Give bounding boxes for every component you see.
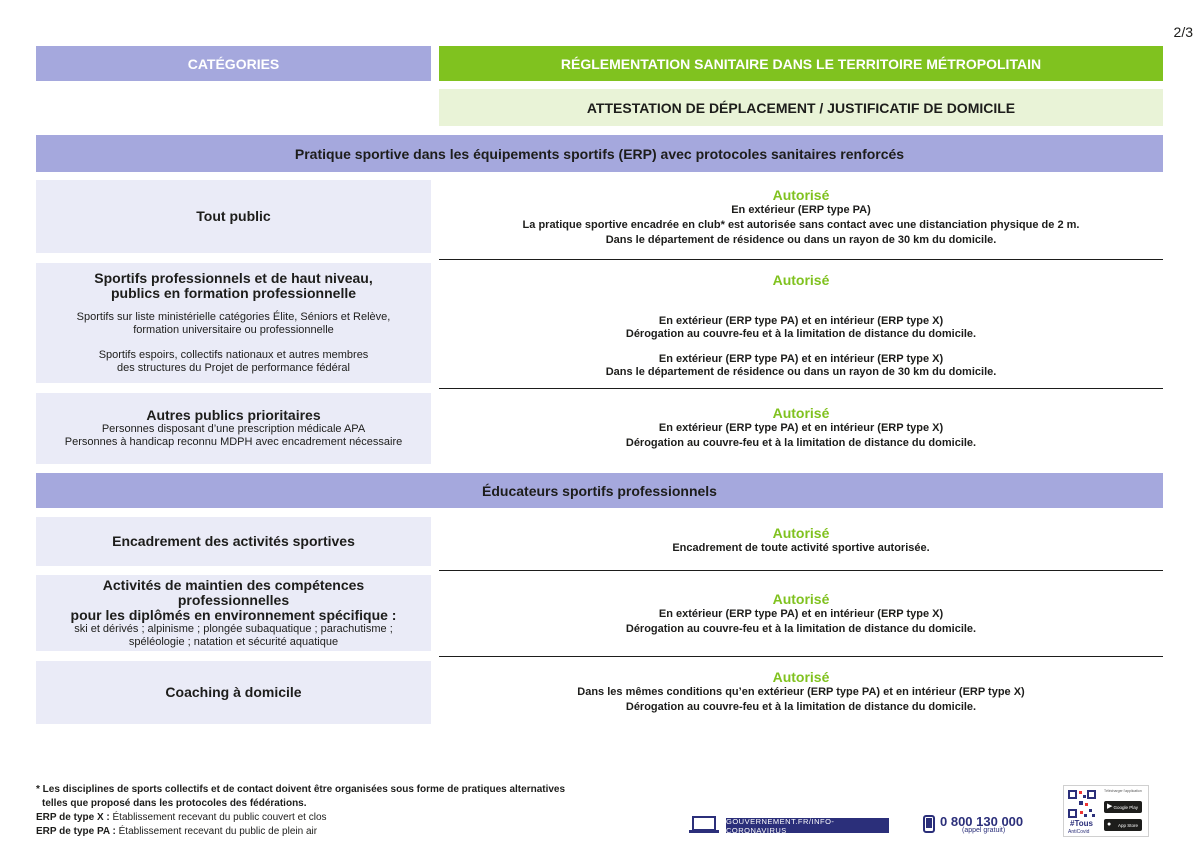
category-subtitle: formation universitaire ou professionnelle bbox=[133, 324, 334, 336]
regulation-line: Dérogation au couvre-feu et à la limitation de distance du domicile. bbox=[625, 701, 977, 713]
section-educateurs: Éducateurs sportifs professionnels bbox=[36, 473, 1163, 508]
footnote-line: * Les disciplines de sports collectifs et de contact doivent être organisées sous forme de pratiques alternatives bbox=[36, 784, 566, 795]
category-autres-publics bbox=[36, 393, 431, 464]
status-authorized: Autorisé bbox=[772, 187, 830, 203]
erp-pa-label: ERP de type PA : bbox=[36, 826, 116, 837]
laptop-icon bbox=[688, 816, 720, 839]
status-authorized: Autorisé bbox=[772, 591, 830, 607]
gov-info-link[interactable]: GOUVERNEMENT.FR/INFO-CORONAVIRUS bbox=[726, 818, 889, 833]
regulation-line: Dans les mêmes conditions qu’en extérieur (ERP type PA) et en intérieur (ERP type X) bbox=[577, 686, 1025, 698]
regulation-line: En extérieur (ERP type PA) et en intérieur (ERP type X) bbox=[658, 422, 944, 434]
regulation-tout-public bbox=[439, 180, 1163, 260]
category-subtitle: ski et dérivés ; alpinisme ; plongée subaquatique ; parachutisme ; bbox=[74, 622, 393, 635]
status-authorized: Autorisé bbox=[772, 405, 830, 421]
erp-x-text: Établissement recevant du public couvert et clos bbox=[109, 812, 327, 823]
google-play-label: Google Play bbox=[1113, 804, 1138, 810]
category-title: Tout public bbox=[196, 208, 271, 224]
category-title: Coaching à domicile bbox=[165, 684, 302, 700]
category-subtitle: Sportifs sur liste ministérielle catégories Élite, Séniors et Relève, bbox=[76, 311, 391, 323]
erp-x-label: ERP de type X : bbox=[36, 812, 110, 823]
app-store-icon: ● bbox=[1107, 821, 1112, 828]
regulation-line: Dérogation au couvre-feu et à la limitation de distance du domicile. bbox=[625, 623, 977, 635]
regulation-autres-publics bbox=[439, 393, 1163, 464]
regulation-line: Dérogation au couvre-feu et à la limitation de distance du domicile. bbox=[625, 328, 977, 340]
regulation-line: La pratique sportive encadrée en club* est autorisée sans contact avec une distanciation physique de 2 m. bbox=[522, 219, 1080, 231]
category-subtitle: spéléologie ; natation et sécurité aquatique bbox=[128, 635, 339, 648]
regulation-line: Dans le département de résidence ou dans un rayon de 30 km du domicile. bbox=[605, 366, 997, 378]
page-number: 2/3 bbox=[1173, 24, 1193, 40]
category-title: Encadrement des activités sportives bbox=[112, 533, 355, 549]
category-subtitle: Sportifs espoirs, collectifs nationaux et autres membres bbox=[98, 349, 369, 361]
tousanticovid-block bbox=[1063, 785, 1149, 837]
regulation-activites-maintien bbox=[439, 575, 1163, 657]
regulation-line: En extérieur (ERP type PA) et en intérieur (ERP type X) bbox=[658, 608, 944, 620]
tac-hashtag: #Tous bbox=[1070, 819, 1093, 828]
category-title: pour les diplômés en environnement spécifique : bbox=[70, 606, 397, 623]
category-subtitle: Personnes disposant d’une prescription médicale APA bbox=[101, 423, 366, 435]
category-tout-public bbox=[36, 180, 431, 253]
section-sports-equipment: Pratique sportive dans les équipements sportifs (ERP) avec protocoles sanitaires renforcés bbox=[36, 135, 1163, 172]
phone-number[interactable]: 0 800 130 000 bbox=[940, 814, 1024, 829]
app-store-button[interactable] bbox=[1104, 819, 1142, 831]
erp-x-definition bbox=[36, 811, 656, 825]
phone-icon bbox=[923, 815, 935, 838]
status-authorized: Autorisé bbox=[772, 525, 830, 541]
regulation-line: En extérieur (ERP type PA) bbox=[731, 204, 871, 216]
regulation-sportifs-professionnels bbox=[439, 263, 1163, 389]
regulation-header: RÉGLEMENTATION SANITAIRE DANS LE TERRITOIRE MÉTROPOLITAIN bbox=[439, 46, 1163, 81]
footnotes bbox=[36, 783, 656, 839]
regulation-coaching bbox=[439, 661, 1163, 724]
status-authorized: Autorisé bbox=[772, 669, 830, 685]
categories-header: CATÉGORIES bbox=[36, 46, 431, 81]
category-title: publics en formation professionnelle bbox=[110, 285, 357, 301]
regulation-encadrement bbox=[439, 517, 1163, 571]
phone-note: (appel gratuit) bbox=[962, 827, 1006, 834]
google-play-icon: ▶ bbox=[1107, 803, 1113, 810]
download-app-label: Télécharger l'application bbox=[1104, 789, 1142, 793]
category-activites-maintien bbox=[36, 575, 431, 651]
category-title: Activités de maintien des compétences professionnelles bbox=[102, 576, 365, 608]
category-title: Autres publics prioritaires bbox=[146, 407, 321, 423]
category-subtitle: Personnes à handicap reconnu MDPH avec encadrement nécessaire bbox=[64, 436, 403, 448]
google-play-button[interactable] bbox=[1104, 801, 1142, 813]
regulation-line: Dérogation au couvre-feu et à la limitation de distance du domicile. bbox=[625, 437, 977, 449]
attestation-header: ATTESTATION DE DÉPLACEMENT / JUSTIFICATIF DE DOMICILE bbox=[439, 89, 1163, 126]
category-title: Sportifs professionnels et de haut niveau, bbox=[94, 270, 373, 286]
category-sportifs-professionnels bbox=[36, 263, 431, 383]
category-coaching bbox=[36, 661, 431, 724]
regulation-line: Encadrement de toute activité sportive autorisée. bbox=[672, 542, 930, 554]
category-subtitle: des structures du Projet de performance fédéral bbox=[117, 362, 350, 374]
regulation-line: En extérieur (ERP type PA) et en intérieur (ERP type X) bbox=[658, 353, 944, 365]
regulation-line: En extérieur (ERP type PA) et en intérieur (ERP type X) bbox=[658, 315, 944, 327]
category-encadrement bbox=[36, 517, 431, 566]
erp-pa-text: Établissement recevant du public de plein air bbox=[115, 826, 318, 837]
footnote-line: telles que proposé dans les protocoles des fédérations. bbox=[42, 798, 307, 809]
regulation-line: Dans le département de résidence ou dans un rayon de 30 km du domicile. bbox=[605, 234, 997, 246]
app-store-label: App Store bbox=[1117, 822, 1138, 828]
tac-name: AntiCovid bbox=[1068, 829, 1090, 835]
erp-pa-definition bbox=[36, 825, 656, 839]
status-authorized: Autorisé bbox=[772, 272, 830, 288]
